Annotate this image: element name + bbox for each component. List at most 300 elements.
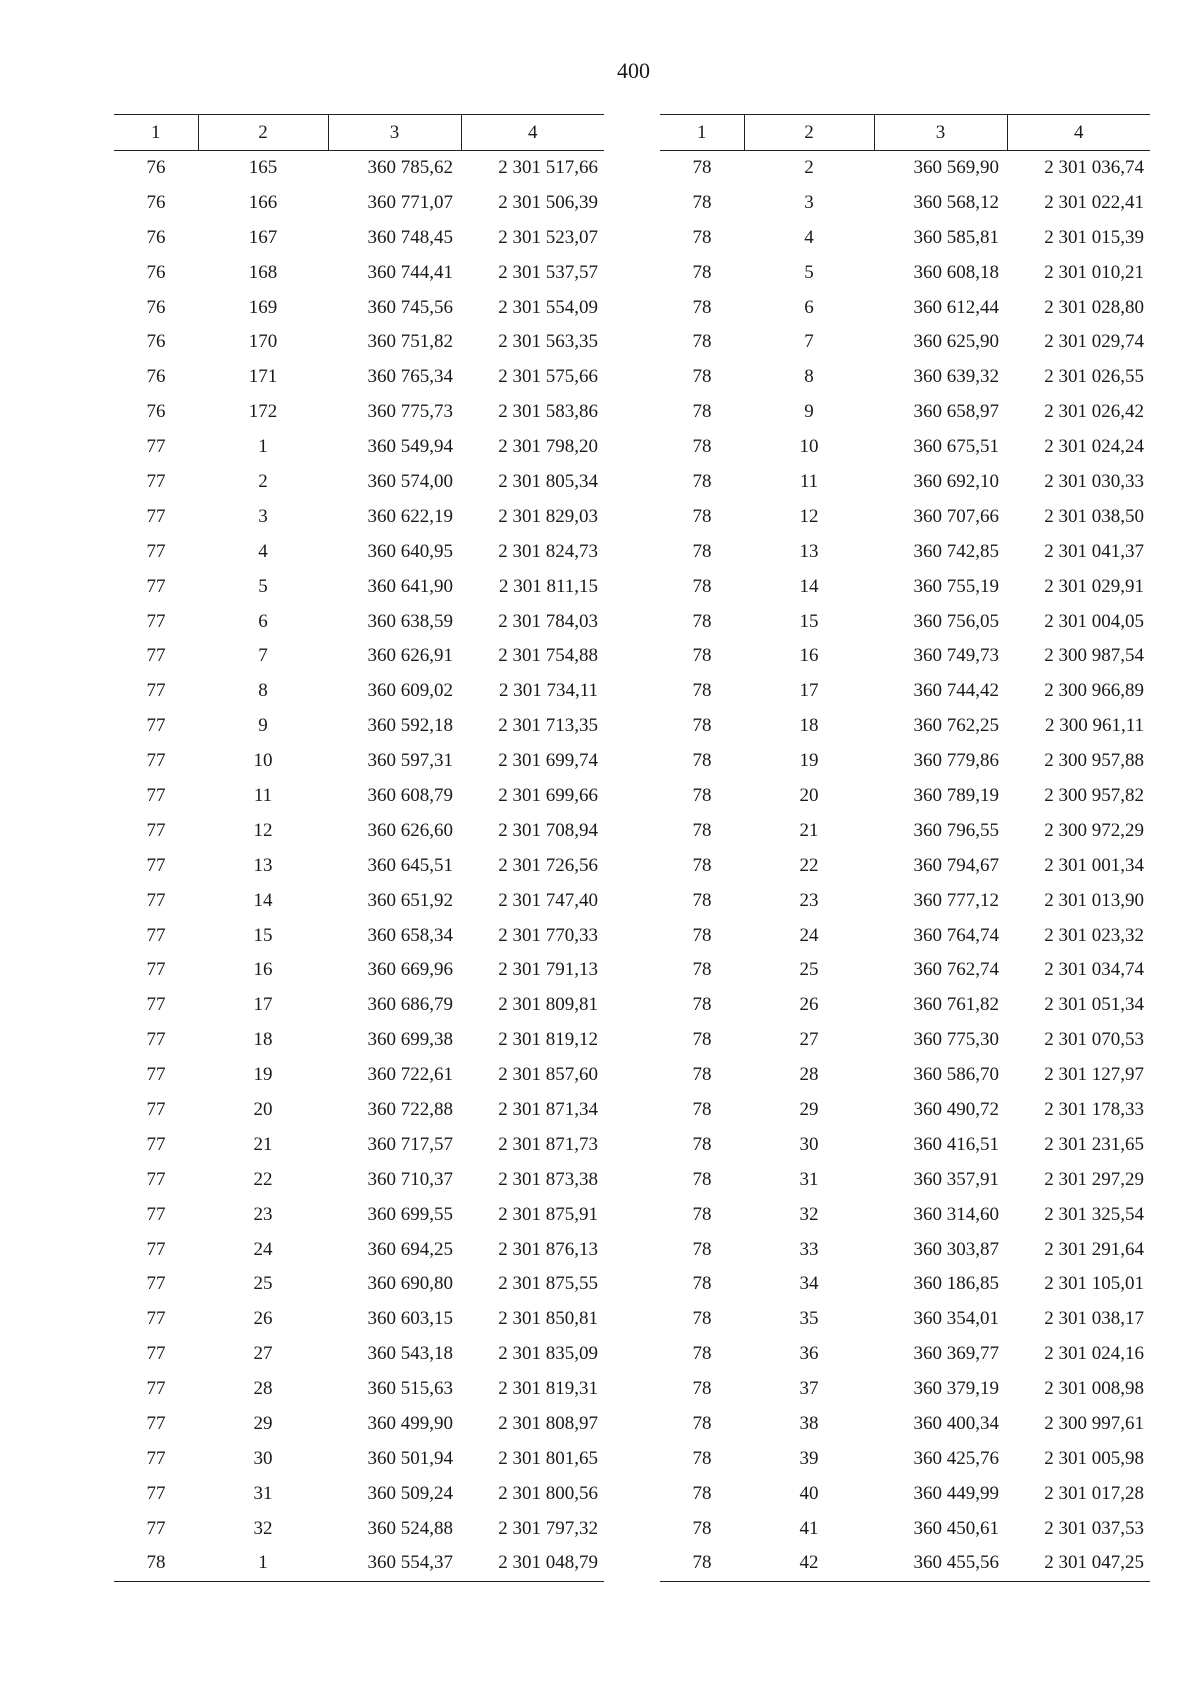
- table-cell: 6: [804, 296, 814, 318]
- table-cell: 32: [253, 1517, 273, 1539]
- table-cell: 360 612,44: [913, 296, 999, 318]
- column-header: 2: [198, 115, 328, 151]
- table-cell: 2 301 747,40: [498, 889, 598, 911]
- table-cell: 78: [692, 470, 712, 492]
- table-cell: 2 301 010,21: [1044, 261, 1144, 283]
- table-row: [660, 360, 1150, 395]
- table-row: [114, 1127, 604, 1162]
- table-cell: 31: [799, 1168, 819, 1190]
- column-header: 1: [660, 115, 744, 151]
- table-cell: 78: [692, 1378, 712, 1400]
- table-cell: 360 608,18: [913, 261, 999, 283]
- table-cell: 360 609,02: [367, 680, 453, 702]
- table-row: [660, 988, 1150, 1023]
- table-row: [114, 185, 604, 220]
- table-cell: 360 501,94: [367, 1447, 453, 1469]
- table-cell: 78: [692, 191, 712, 213]
- table-cell: 2 301 875,91: [498, 1203, 598, 1225]
- table-row: [114, 813, 604, 848]
- table-cell: 77: [146, 1343, 166, 1365]
- table-row: [114, 848, 604, 883]
- table-cell: 2 301 857,60: [498, 1064, 598, 1086]
- table-row: [114, 918, 604, 953]
- table-cell: 15: [799, 610, 819, 632]
- table-cell: 24: [253, 1238, 273, 1260]
- table-cell: 2 301 873,38: [498, 1168, 598, 1190]
- table-cell: 360 499,90: [367, 1413, 453, 1434]
- table-cell: 2 300 957,82: [1044, 784, 1144, 806]
- table-cell: 78: [692, 1029, 712, 1051]
- table-cell: 2 301 028,80: [1044, 296, 1144, 318]
- table-row: [114, 988, 604, 1023]
- table-cell: 78: [692, 366, 712, 388]
- table-row: [660, 430, 1150, 465]
- table-cell: 14: [799, 575, 819, 597]
- table-cell: 77: [146, 1308, 166, 1330]
- table-cell: 28: [799, 1064, 819, 1086]
- table-cell: 77: [146, 1238, 166, 1260]
- table-cell: 24: [799, 924, 819, 946]
- table-cell: 360 699,55: [367, 1203, 453, 1225]
- table-row: [114, 1093, 604, 1128]
- table-header-row: [114, 115, 604, 151]
- table-cell: 360 379,19: [913, 1378, 999, 1400]
- table-cell: 78: [692, 1447, 712, 1469]
- table-cell: 78: [692, 296, 712, 318]
- table-row: [660, 813, 1150, 848]
- table-cell: 2 301 575,66: [498, 366, 598, 388]
- table-cell: 2 301 824,73: [498, 540, 598, 562]
- table-cell: 360 686,79: [367, 994, 453, 1016]
- table-cell: 360 509,24: [367, 1482, 453, 1504]
- table-cell: 77: [146, 610, 166, 632]
- table-row: [660, 534, 1150, 569]
- table-cell: 77: [146, 540, 166, 562]
- table-cell: 360 357,91: [913, 1168, 999, 1190]
- table-cell: 78: [692, 715, 712, 737]
- table-cell: 360 640,95: [367, 540, 453, 562]
- table-cell: 2 301 325,54: [1044, 1203, 1144, 1225]
- table-cell: 39: [799, 1447, 819, 1469]
- table-cell: 2 301 231,65: [1044, 1133, 1144, 1155]
- table-cell: 360 717,57: [367, 1133, 453, 1155]
- table-cell: 77: [146, 680, 166, 702]
- table-cell: 360 554,37: [328, 1546, 461, 1581]
- table-cell: 360 775,73: [367, 401, 453, 423]
- table-cell: 76: [146, 366, 166, 388]
- table-cell: 2 301 004,05: [1044, 610, 1144, 632]
- table-cell: 2 300 997,61: [1044, 1413, 1144, 1434]
- table-cell: 2 301 713,35: [498, 715, 598, 737]
- table-cell: 78: [692, 889, 712, 911]
- table-row: [660, 325, 1150, 360]
- table-cell: 360 690,80: [367, 1273, 453, 1295]
- table-cell: 360 749,73: [913, 645, 999, 667]
- table-cell: 29: [253, 1413, 273, 1434]
- table-cell: 2 301 178,33: [1044, 1098, 1144, 1120]
- table-cell: 2 301 291,64: [1044, 1238, 1144, 1260]
- table-cell: 360 744,42: [913, 680, 999, 702]
- table-cell: 38: [799, 1413, 819, 1434]
- table-cell: 2 301 829,03: [498, 505, 598, 527]
- table-cell: 9: [804, 401, 814, 423]
- table-cell: 2 301 105,01: [1044, 1273, 1144, 1295]
- table-cell: 360 751,82: [367, 331, 453, 353]
- table-cell: 2 301 005,98: [1044, 1447, 1144, 1469]
- table-cell: 360 796,55: [913, 819, 999, 841]
- table-cell: 2 300 972,29: [1044, 819, 1144, 841]
- table-cell: 360 669,96: [367, 959, 453, 981]
- table-row: [114, 1267, 604, 1302]
- table-cell: 167: [248, 226, 278, 248]
- table-cell: 25: [253, 1273, 273, 1295]
- table-row: [660, 1093, 1150, 1128]
- table-cell: 21: [253, 1133, 273, 1155]
- table-cell: 78: [114, 1546, 198, 1581]
- table-cell: 2 301 041,37: [1044, 540, 1144, 562]
- column-header: 4: [461, 115, 604, 151]
- table-cell: 2 301 023,32: [1044, 924, 1144, 946]
- table-cell: 360 400,34: [913, 1413, 999, 1434]
- table-row: [114, 465, 604, 500]
- table-cell: 172: [248, 401, 278, 423]
- table-cell: 77: [146, 854, 166, 876]
- table-row: [660, 1546, 1150, 1581]
- table-row: [114, 1162, 604, 1197]
- table-cell: 42: [744, 1546, 874, 1581]
- table-cell: 41: [799, 1517, 819, 1539]
- table-cell: 360 755,19: [913, 575, 999, 597]
- table-cell: 11: [799, 470, 819, 492]
- column-header: 3: [328, 115, 461, 151]
- table-cell: 78: [692, 505, 712, 527]
- table-cell: 360 186,85: [913, 1273, 999, 1295]
- table-cell: 360 762,74: [913, 959, 999, 981]
- table-row: [660, 604, 1150, 639]
- table-cell: 360 449,99: [913, 1482, 999, 1504]
- table-row: [660, 918, 1150, 953]
- table-cell: 26: [799, 994, 819, 1016]
- table-row: [660, 1407, 1150, 1442]
- table-row: [660, 639, 1150, 674]
- table-cell: 360 675,51: [913, 436, 999, 458]
- table-cell: 17: [253, 994, 273, 1016]
- column-header: 1: [114, 115, 198, 151]
- table-cell: 23: [253, 1203, 273, 1225]
- table-cell: 2 301 034,74: [1044, 959, 1144, 981]
- table-cell: 33: [799, 1238, 819, 1260]
- table-row: [660, 848, 1150, 883]
- table-row: [114, 360, 604, 395]
- table-cell: 360 645,51: [367, 854, 453, 876]
- table-cell: 360 574,00: [367, 470, 453, 492]
- table-cell: 78: [692, 680, 712, 702]
- table-row: [660, 1476, 1150, 1511]
- table-cell: 78: [692, 610, 712, 632]
- table-cell: 78: [692, 226, 712, 248]
- table-cell: 360 524,88: [367, 1517, 453, 1539]
- table-cell: 77: [146, 1517, 166, 1539]
- table-row: [660, 1197, 1150, 1232]
- table-cell: 15: [253, 924, 273, 946]
- table-cell: 78: [692, 750, 712, 772]
- table-cell: 77: [146, 1064, 166, 1086]
- table-cell: 76: [146, 261, 166, 283]
- table-cell: 2 301 013,90: [1044, 889, 1144, 911]
- table-cell: 360 779,86: [913, 750, 999, 772]
- table-cell: 77: [146, 436, 166, 458]
- table-cell: 12: [253, 819, 273, 841]
- table-cell: 360 762,25: [913, 715, 999, 737]
- table-row: [660, 779, 1150, 814]
- table-cell: 360 722,88: [367, 1098, 453, 1120]
- table-cell: 2 301 001,34: [1044, 854, 1144, 876]
- table-cell: 2 301 819,12: [498, 1029, 598, 1051]
- table-row: [114, 534, 604, 569]
- table-cell: 2 301 819,31: [498, 1378, 598, 1400]
- table-cell: 2 301 523,07: [498, 226, 598, 248]
- table-cell: 77: [146, 1447, 166, 1469]
- table-cell: 360 707,66: [913, 505, 999, 527]
- column-header: 3: [874, 115, 1007, 151]
- table-row: [114, 604, 604, 639]
- table-row: [660, 1302, 1150, 1337]
- table-cell: 360 490,72: [913, 1098, 999, 1120]
- table-cell: 27: [799, 1029, 819, 1051]
- table-cell: 360 658,34: [367, 924, 453, 946]
- table-cell: 360 764,74: [913, 924, 999, 946]
- table-row: [114, 151, 604, 186]
- table-row: [114, 639, 604, 674]
- table-cell: 8: [804, 366, 814, 388]
- table-header-row: [660, 115, 1150, 151]
- table-cell: 2 301 798,20: [498, 436, 598, 458]
- table-cell: 360 692,10: [913, 470, 999, 492]
- table-row: [114, 779, 604, 814]
- table-cell: 76: [146, 401, 166, 423]
- table-row: [114, 220, 604, 255]
- table-cell: 2 301 127,97: [1044, 1064, 1144, 1086]
- table-cell: 2: [804, 157, 814, 179]
- table-cell: 78: [692, 1308, 712, 1330]
- table-cell: 2 301 297,29: [1044, 1168, 1144, 1190]
- table-cell: 78: [692, 1517, 712, 1539]
- table-cell: 76: [146, 191, 166, 213]
- table-cell: 16: [253, 959, 273, 981]
- table-row: [660, 290, 1150, 325]
- table-cell: 77: [146, 470, 166, 492]
- table-cell: 37: [799, 1378, 819, 1400]
- table-cell: 13: [799, 540, 819, 562]
- table-cell: 78: [692, 261, 712, 283]
- table-cell: 360 549,94: [367, 436, 453, 458]
- table-cell: 169: [248, 296, 278, 318]
- table-cell: 78: [692, 436, 712, 458]
- table-cell: 2 301 797,32: [498, 1517, 598, 1539]
- table-cell: 360 450,61: [913, 1517, 999, 1539]
- table-row: [660, 709, 1150, 744]
- table-row: [660, 395, 1150, 430]
- table-cell: 77: [146, 645, 166, 667]
- table-cell: 77: [146, 1482, 166, 1504]
- table-cell: 360 742,85: [913, 540, 999, 562]
- page-number: 400: [617, 58, 650, 83]
- table-cell: 77: [146, 715, 166, 737]
- table-cell: 76: [146, 296, 166, 318]
- table-cell: 77: [146, 1029, 166, 1051]
- table-cell: 9: [258, 715, 268, 737]
- table-cell: 77: [146, 505, 166, 527]
- table-cell: 23: [799, 889, 819, 911]
- table-cell: 7: [258, 645, 268, 667]
- table-cell: 360 303,87: [913, 1238, 999, 1260]
- table-row: [114, 1511, 604, 1546]
- table-row: [660, 220, 1150, 255]
- table-cell: 78: [692, 645, 712, 667]
- table-cell: 2 301 048,79: [461, 1546, 604, 1581]
- table-cell: 360 354,01: [913, 1308, 999, 1330]
- table-cell: 78: [692, 331, 712, 353]
- table-cell: 360 585,81: [913, 226, 999, 248]
- table-cell: 22: [253, 1168, 273, 1190]
- table-cell: 2 301 008,98: [1044, 1378, 1144, 1400]
- table-cell: 29: [799, 1098, 819, 1120]
- table-cell: 360 651,92: [367, 889, 453, 911]
- table-cell: 78: [692, 540, 712, 562]
- table-cell: 77: [146, 1168, 166, 1190]
- table-cell: 360 639,32: [913, 366, 999, 388]
- table-cell: 2 300 961,11: [1044, 715, 1144, 737]
- table-cell: 77: [146, 959, 166, 981]
- table-cell: 5: [258, 575, 268, 597]
- table-cell: 2 301 051,34: [1044, 994, 1144, 1016]
- table-cell: 78: [692, 1238, 712, 1260]
- table-row: [660, 1441, 1150, 1476]
- table-cell: 2 301 563,35: [498, 331, 598, 353]
- table-cell: 2 301 871,34: [498, 1098, 598, 1120]
- table-cell: 10: [253, 750, 273, 772]
- table-cell: 4: [804, 226, 814, 248]
- table-cell: 360 622,19: [367, 505, 453, 527]
- table-row: [114, 883, 604, 918]
- table-cell: 360 794,67: [913, 854, 999, 876]
- table-row: [114, 1058, 604, 1093]
- table-cell: 168: [248, 261, 278, 283]
- table-cell: 78: [660, 1546, 744, 1581]
- table-cell: 2 300 966,89: [1044, 680, 1144, 702]
- table-cell: 2 301 770,33: [498, 924, 598, 946]
- table-row: [660, 569, 1150, 604]
- table-row: [114, 290, 604, 325]
- table-cell: 2 301 784,03: [498, 610, 598, 632]
- table-row: [114, 1546, 604, 1581]
- table-cell: 360 765,34: [367, 366, 453, 388]
- table-cell: 360 785,62: [367, 157, 453, 179]
- table-row: [114, 1337, 604, 1372]
- table-cell: 360 592,18: [367, 715, 453, 737]
- table-cell: 3: [258, 505, 268, 527]
- table-cell: 78: [692, 1098, 712, 1120]
- table-cell: 360 710,37: [367, 1168, 453, 1190]
- table-cell: 78: [692, 959, 712, 981]
- table-cell: 165: [248, 157, 278, 179]
- table-cell: 78: [692, 1133, 712, 1155]
- table-cell: 360 638,59: [367, 610, 453, 632]
- column-header: 4: [1007, 115, 1150, 151]
- table-cell: 77: [146, 889, 166, 911]
- table-cell: 78: [692, 854, 712, 876]
- table-cell: 360 568,12: [913, 191, 999, 213]
- table-cell: 2 301 029,74: [1044, 331, 1144, 353]
- table-cell: 78: [692, 1064, 712, 1086]
- table-cell: 2 301 791,13: [498, 959, 598, 981]
- table-row: [114, 674, 604, 709]
- table-cell: 25: [799, 959, 819, 981]
- table-cell: 32: [799, 1203, 819, 1225]
- table-cell: 360 771,07: [367, 191, 453, 213]
- table-cell: 34: [799, 1273, 819, 1295]
- table-cell: 16: [799, 645, 819, 667]
- table-row: [114, 430, 604, 465]
- table-cell: 8: [258, 680, 268, 702]
- table-cell: 2 301 801,65: [498, 1447, 598, 1469]
- table-cell: 2 301 029,91: [1044, 575, 1144, 597]
- table-cell: 78: [692, 1168, 712, 1190]
- table-row: [114, 709, 604, 744]
- table-cell: 2 301 537,57: [498, 261, 598, 283]
- table-cell: 40: [799, 1482, 819, 1504]
- table-row: [660, 1023, 1150, 1058]
- table-row: [660, 1267, 1150, 1302]
- table-cell: 360 603,15: [367, 1308, 453, 1330]
- table-cell: 360 425,76: [913, 1447, 999, 1469]
- table-row: [114, 1372, 604, 1407]
- table-cell: 78: [692, 157, 712, 179]
- table-cell: 2 301 805,34: [498, 470, 598, 492]
- table-cell: 360 543,18: [367, 1343, 453, 1365]
- table-cell: 2 301 726,56: [498, 854, 598, 876]
- table-cell: 360 314,60: [913, 1203, 999, 1225]
- table-row: [114, 569, 604, 604]
- table-cell: 31: [253, 1482, 273, 1504]
- table-row: [660, 1232, 1150, 1267]
- table-row: [114, 1407, 604, 1442]
- table-cell: 76: [146, 331, 166, 353]
- table-row: [660, 1372, 1150, 1407]
- table-cell: 76: [146, 157, 166, 179]
- table-cell: 360 722,61: [367, 1064, 453, 1086]
- table-cell: 360 416,51: [913, 1133, 999, 1155]
- table-cell: 77: [146, 784, 166, 806]
- table-cell: 1: [198, 1546, 328, 1581]
- table-cell: 2 301 036,74: [1044, 157, 1144, 179]
- table-cell: 19: [799, 750, 819, 772]
- table-cell: 13: [253, 854, 273, 876]
- coordinates-table-left: [114, 114, 604, 1582]
- table-cell: 2 301 800,56: [498, 1482, 598, 1504]
- table-row: [114, 1023, 604, 1058]
- table-cell: 5: [804, 261, 814, 283]
- table-cell: 77: [146, 819, 166, 841]
- table-cell: 2 301 024,24: [1044, 436, 1144, 458]
- table-cell: 77: [146, 1133, 166, 1155]
- table-cell: 2 301 506,39: [498, 191, 598, 213]
- coordinates-table-right: [660, 114, 1150, 1582]
- table-row: [660, 255, 1150, 290]
- table-cell: 360 748,45: [367, 226, 453, 248]
- table-row: [114, 953, 604, 988]
- table-row: [660, 674, 1150, 709]
